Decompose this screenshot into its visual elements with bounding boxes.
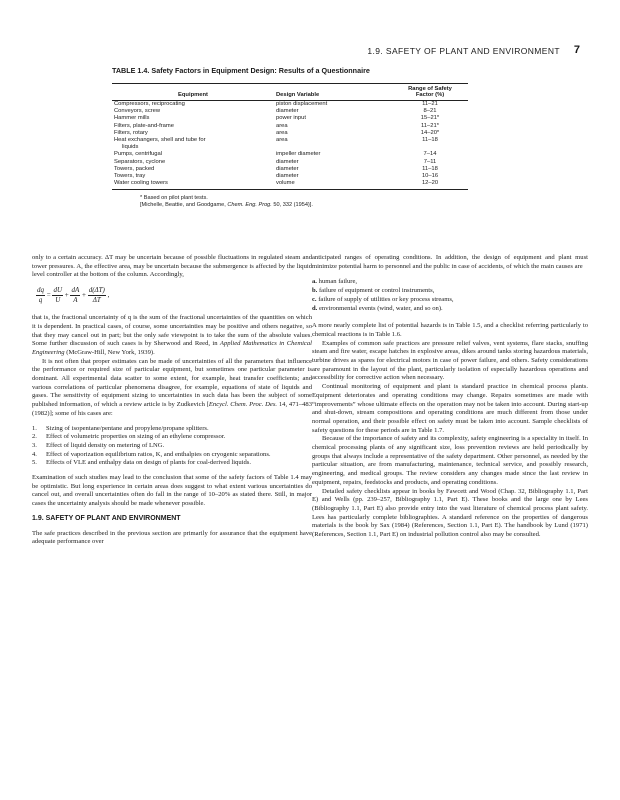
table-row (112, 108, 468, 115)
cell-equipment: Towers, packed (114, 165, 155, 172)
cell-variable: area (276, 129, 288, 136)
list-item-text: failure of supply of utilities or key process streams, (318, 295, 454, 303)
section-heading: 1.9. SAFETY OF PLANT AND ENVIRONMENT (32, 514, 181, 522)
table-row (112, 166, 468, 173)
eq-plus-1: + (64, 290, 69, 299)
list-item-number: 4. (32, 450, 37, 458)
list-item-number: 5. (32, 459, 37, 467)
col-header-range-line2: Factor (%) (415, 92, 445, 98)
list-item (32, 459, 312, 468)
right-column (312, 254, 588, 540)
list-item-letter: c. (312, 295, 317, 303)
cell-equipment: Heat exchangers, shell and tube for (114, 137, 206, 144)
table-block (112, 66, 468, 209)
list-item-text: Sizing of isopentane/pentane and propylene/propane splitters. (46, 424, 209, 432)
cell-equipment: Compressors, reciprocating (114, 101, 185, 107)
cell-equipment: Filters, rotary (114, 129, 148, 136)
eq-term-3: $\frac{d(\Delta T)}{\Delta T}$ (88, 286, 105, 304)
cell-equipment: Separators, cyclone (114, 158, 166, 165)
cell-variable: diameter (276, 158, 299, 165)
cell-variable (274, 144, 392, 151)
list-item (312, 287, 588, 296)
paragraph: that is, the fractional uncertainty of q is the sum of the fractional uncertainties of the quantities on which it is dependent. In practical cases, of course, some uncertainties may be positive and others negative, so that they may cancel out in part; but the only safe viewpoint is to take the sum of the absolute values. Some further discussion of such cases is by Sherwood and Reed, in Applied Mathematics in Chemical Engineering (McGraw-Hill, New York, 1939). (32, 314, 312, 356)
paragraph: anticipated ranges of operating conditions. In addition, the design of equipment and plant must minimize potential harm to personnel and the public in case of accidents, of which the main causes are (312, 254, 588, 270)
page-number: 7 (573, 44, 580, 56)
cell-equipment: Hammer mills (114, 115, 150, 122)
table-row (112, 159, 468, 166)
safety-factor-table (112, 83, 468, 190)
cell-variable: area (276, 137, 288, 144)
paragraph: only to a certain accuracy. ΔT may be uncertain because of possible fluctuations in regulated steam and tower pressures. A, the effective area, may be uncertain because the submergence is affected by the liquid level controller at the bottom of the column. Accordingly, (32, 254, 312, 279)
cell-range: 12–20 (421, 180, 439, 187)
cell-range: 11–18 (422, 137, 438, 144)
col-header-range-line1: Range of Safety (408, 86, 452, 92)
page-header (0, 46, 620, 60)
list-item-number: 2. (32, 433, 37, 441)
eq-lhs: $\frac{dq}{q}$ (37, 286, 44, 304)
table-footnote: * Based on pilot plant tests. (140, 195, 208, 202)
list-item-letter: d. (312, 304, 318, 312)
cell-range: 7–11 (423, 158, 437, 165)
accident-cause-list (312, 278, 588, 313)
cell-equipment: Towers, tray (114, 173, 146, 180)
list-item-text: human failure, (318, 278, 358, 286)
cell-range: 15–21* (420, 115, 440, 122)
list-item-letter: a. (312, 278, 317, 286)
paragraph: Continual monitoring of equipment and plant is standard practice in chemical process plants. Equipment deteriorates and operating conditions may change. Repairs sometimes are made with “improvements” whose ultimate effects on the operation may not be taken into account. During start-up and shut-down, stream compositions and operating conditions are much different from those under normal operation, and their possible effect on safety must be taken into account. Sample checklists of safety questions for these periods are in Table 1.7. (312, 383, 588, 434)
cell-range: 11–21 (422, 101, 438, 107)
col-header-equipment: Equipment (178, 92, 208, 98)
cell-range: 14–20* (420, 129, 440, 136)
table-row (112, 101, 468, 109)
list-item (32, 451, 312, 460)
cell-range: 7–14 (423, 151, 437, 158)
list-item (32, 425, 312, 434)
cell-range: 11–18 (422, 165, 438, 172)
cell-range: 8–21 (423, 108, 437, 115)
cell-variable: diameter (276, 165, 299, 172)
cell-range: 10–16 (421, 173, 439, 180)
paragraph: A more nearly complete list of potential hazards is in Table 1.5, and a checklist referring particularly to chemical reactions is in Table 1.6. (312, 322, 588, 338)
list-item (312, 278, 588, 287)
cell-equipment: Conveyors, screw (114, 108, 161, 115)
table-row (112, 151, 468, 158)
table-row (112, 130, 468, 137)
cell-variable: power input (276, 115, 306, 122)
list-item (312, 305, 588, 314)
table-row (112, 123, 468, 130)
list-item-text: Effect of liquid density on metering of LNG. (46, 441, 165, 449)
table-row (112, 137, 468, 144)
paragraph: Because of the importance of safety and its complexity, safety engineering is a speciality in itself. In chemical processing plants of any significant size, loss prevention reviews are held periodically by groups that always include a representative of the safety department. Other personnel, as needed by the particular situation, are from manufacturing, maintenance, technical service, and possibly research, engineering, and medical groups. The review considers any changes made since the last review in equipment, repairs, feedstocks and products, and operating conditions. (312, 435, 588, 486)
cell-variable: area (276, 122, 288, 129)
cell-range (392, 144, 468, 151)
table-row (112, 144, 468, 151)
equation (36, 286, 312, 308)
running-head: 1.9. SAFETY OF PLANT AND ENVIRONMENT (367, 46, 560, 56)
cell-equipment: liquids (122, 144, 139, 151)
list-item-text: Effect of volumetric properties on sizing of an ethylene compressor. (46, 433, 226, 441)
eq-term-2: $\frac{dA}{A}$ (71, 286, 80, 304)
list-item-letter: b. (312, 287, 318, 295)
table-source: [Michelle, Beattie, and Goodgame, Chem. Eng. Prog. 50, 332 (1954)]. (140, 202, 313, 209)
list-item (32, 442, 312, 451)
cell-variable: volume (276, 180, 295, 187)
eq-equals: = (46, 290, 51, 299)
cell-variable: piston displacement (276, 101, 328, 107)
table-header-row (112, 84, 468, 101)
cell-equipment: Filters, plate-and-frame (114, 122, 174, 129)
list-item-text: Effects of VLE and enthalpy data on design of plants for coal-derived liquids. (46, 459, 252, 467)
list-item-text: failure of equipment or control instruments, (318, 287, 435, 295)
table-row (112, 115, 468, 122)
cell-variable: impeller diameter (276, 151, 321, 158)
table-title: TABLE 1.4. Safety Factors in Equipment Design: Results of a Questionnaire (112, 66, 370, 75)
eq-term-1: $\frac{dU}{U}$ (53, 286, 63, 304)
cell-variable: diameter (276, 173, 299, 180)
paragraph: Detailed safety checklists appear in books by Fawcett and Wood (Chap. 32, Bibliography 1.1, Part E) and Wells (pp. 239–257, Bibliography 1.1, Part E). These books and the large one by Lees (Bibliography 1.1, Part E) also provide entry into the vast literature of chemical process plant safety. Lees has particularly complete bibliographies. A standard reference on the properties of dangerous materials is the book by Sax (1984) (References, Section 1.1, Part E). The handbook by Lund (1971) (References, Section 1.1, Part E) on industrial pollution control also may be consulted. (312, 487, 588, 539)
cell-range: 11–21* (421, 122, 439, 129)
eq-end: , (107, 290, 110, 299)
paragraph: It is not often that proper estimates can be made of uncertainties of all the parameters that influence the performance or required size of particular equipment, but sometimes one particular parameter is dominant. All experimental data scatter to some extent, for example, heat transfer coefficients; and various correlations of particular phenomena disagree, for example, equations of state of liquids and gases. The sensitivity of equipment sizing to uncertainties in such data has been the subject of some published information, of which a review article is by Zudkevich [Encycl. Chem. Proc. Des. 14, 471–483 (1982)]; some of his cases are: (32, 357, 313, 417)
table-notes (140, 195, 468, 209)
cell-variable: diameter (276, 108, 299, 115)
list-item (32, 433, 312, 442)
case-list (32, 425, 312, 469)
eq-plus-2: + (82, 290, 86, 299)
col-header-range (392, 84, 468, 101)
list-item (312, 296, 588, 305)
left-column (32, 254, 312, 547)
list-item-number: 1. (32, 424, 37, 432)
table-row (112, 173, 468, 180)
list-item-number: 3. (32, 441, 37, 449)
cell-equipment: Water cooling towers (114, 180, 168, 187)
list-item-text: Effect of vaporization equilibrium ratios, K, and enthalpies on cryogenic separations. (46, 450, 271, 458)
paragraph: The safe practices described in the previous section are primarily for assurance that the equipment have adequate performance over (32, 529, 312, 546)
cell-equipment: Pumps, centrifugal (114, 151, 163, 158)
paragraph: Examination of such studies may lead to the conclusion that some of the safety factors of Table 1.4 may be optimistic. But long experience in certain areas does suggest to what extent various uncertainties do cancel out, and overall uncertainties often do fall in the range of 10–20% as stated there. Still, in major cases the uncertainty analysis should be made whenever possible. (32, 474, 312, 508)
table-row (112, 180, 468, 190)
col-header-variable: Design Variable (276, 92, 320, 98)
list-item-text: environmental events (wind, water, and so on). (318, 304, 443, 312)
paragraph: Examples of common safe practices are pressure relief valves, vent systems, flare stacks, snuffing steam and fire water, escape hatches in explosive areas, dikes around tanks storing hazardous materials, turbine drives as spares for electrical motors in case of power failure, and others. Safety considerations are paramount in the layout of the plant, particularly isolation of especially hazardous operations and accessibility for corrective action when necessary. (312, 339, 588, 382)
